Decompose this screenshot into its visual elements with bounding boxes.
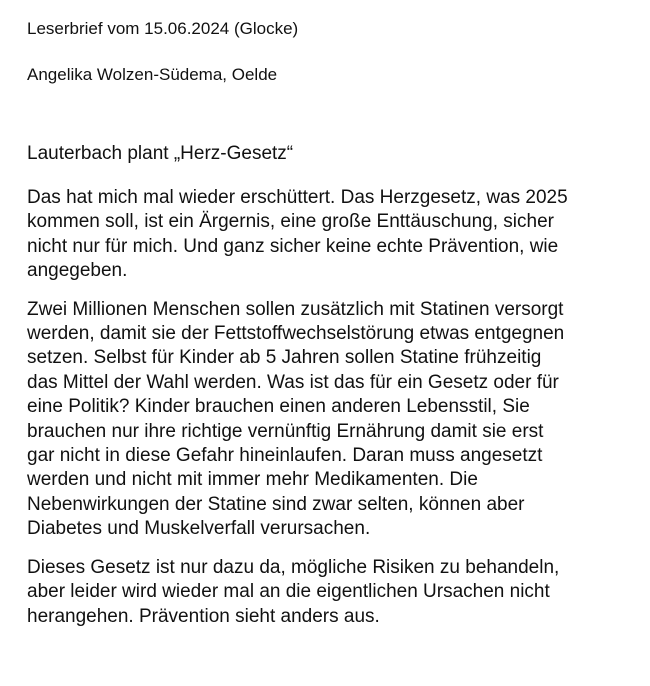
paragraph-line: Zwei Millionen Menschen sollen zusätzlich mit Statinen versorgt [27, 298, 564, 320]
paragraph-3 [27, 556, 630, 629]
paragraph-line: werden, damit sie der Fettstoffwechselstörung etwas entgegnen [27, 323, 565, 345]
paragraph-line: gar nicht in diese Gefahr hineinlaufen. Daran muss angesetzt [27, 445, 543, 467]
paragraph-line: Nebenwirkungen der Statine sind zwar selten, können aber [27, 493, 525, 515]
paragraph-line: angegeben. [27, 260, 128, 282]
paragraph-2 [27, 298, 630, 542]
paragraph-line: kommen soll, ist ein Ärgernis, eine große Enttäuschung, sicher [27, 211, 554, 233]
paragraph-1 [27, 186, 630, 284]
paragraph-line: nicht nur für mich. Und ganz sicher keine echte Prävention, wie [27, 235, 559, 257]
paragraph-line: aber leider wird wieder mal an die eigentlichen Ursachen nicht [27, 581, 550, 603]
paragraph-line: Diabetes und Muskelverfall verursachen. [27, 518, 371, 540]
letter-author-line: Angelika Wolzen-Südema, Oelde [27, 65, 278, 84]
paragraph-line: werden und nicht mit immer mehr Medikamenten. Die [27, 469, 478, 491]
paragraph-line: Dieses Gesetz ist nur dazu da, mögliche Risiken zu behandeln, [27, 556, 560, 578]
letter-date-line: Leserbrief vom 15.06.2024 (Glocke) [27, 19, 299, 38]
paragraph-line: brauchen nur ihre richtige vernünftig Ernährung damit sie erst [27, 420, 544, 442]
paragraph-line: eine Politik? Kinder brauchen einen anderen Lebensstil, Sie [27, 396, 530, 418]
letter-headline: Lauterbach plant „Herz-Gesetz“ [27, 143, 294, 164]
paragraph-line: setzen. Selbst für Kinder ab 5 Jahren sollen Statine frühzeitig [27, 347, 542, 369]
paragraph-line: Das hat mich mal wieder erschüttert. Das Herzgesetz, was 2025 [27, 187, 568, 208]
paragraph-line: das Mittel der Wahl werden. Was ist das für ein Gesetz oder für [27, 371, 559, 393]
paragraph-line: herangehen. Prävention sieht anders aus. [27, 605, 380, 627]
